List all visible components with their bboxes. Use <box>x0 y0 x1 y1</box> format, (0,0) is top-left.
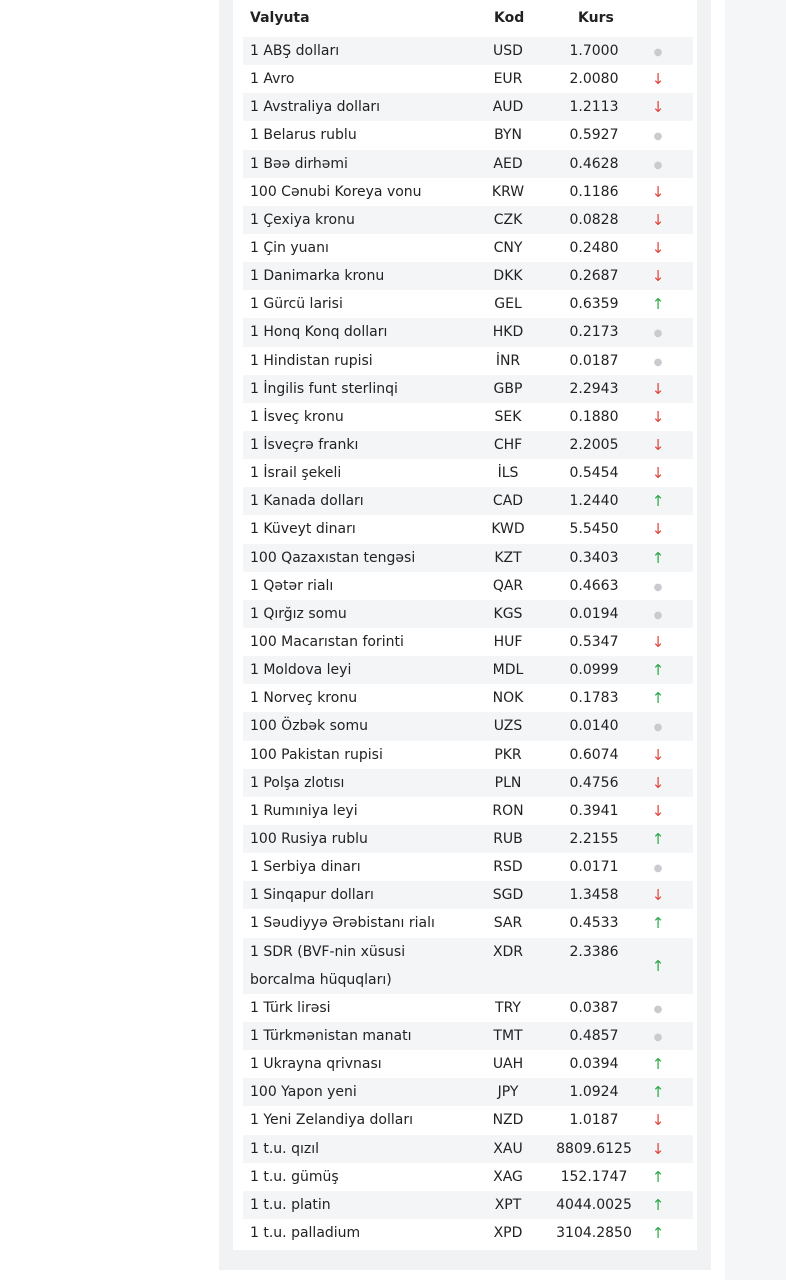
currency-code: CAD <box>492 493 524 510</box>
table-row <box>243 206 693 234</box>
currency-code: HKD <box>492 324 524 341</box>
table-row <box>243 741 693 769</box>
currency-name: 1 Sinqapur dolları <box>250 887 374 904</box>
exchange-rate: 0.2687 <box>569 268 619 285</box>
exchange-rate: 0.0828 <box>569 211 619 228</box>
exchange-rate: 2.2155 <box>569 830 619 847</box>
currency-name: 1 İngilis funt sterlinqi <box>250 380 398 397</box>
arrow-up-icon: ↑ <box>651 829 665 848</box>
table-row <box>243 600 693 628</box>
arrow-down-icon: ↓ <box>651 520 665 539</box>
dot-icon: ● <box>653 1003 663 1015</box>
currency-name: 1 Türk lirəsi <box>250 999 331 1016</box>
arrow-up-icon: ↑ <box>651 1223 665 1242</box>
exchange-rate: 0.6074 <box>569 746 619 763</box>
currency-code: İLS <box>497 465 519 482</box>
currency-code: XPT <box>494 1196 522 1213</box>
currency-name: 1 Belarus rublu <box>250 127 357 144</box>
exchange-rate: 1.7000 <box>569 43 619 59</box>
exchange-rate: 0.3403 <box>569 549 619 566</box>
dot-icon: ● <box>653 356 663 368</box>
table-row <box>243 121 693 149</box>
currency-code: RSD <box>493 859 523 876</box>
table-row <box>243 487 693 515</box>
table-row <box>243 572 693 600</box>
header-code: Kod <box>494 10 525 26</box>
exchange-rate: 152.1747 <box>560 1168 628 1185</box>
currency-code: XAG <box>493 1168 523 1185</box>
currency-name: 100 Rusiya rublu <box>250 830 368 847</box>
exchange-rate: 0.1783 <box>569 690 619 707</box>
exchange-rate: 0.5347 <box>569 633 619 650</box>
currency-code: RON <box>492 802 524 819</box>
table-row <box>243 65 693 93</box>
table-row <box>243 1022 693 1050</box>
currency-code: CNY <box>493 239 523 256</box>
exchange-rate: 0.0171 <box>569 859 619 876</box>
currency-name: 1 Serbiya dinarı <box>250 859 361 876</box>
dot-icon: ● <box>653 131 663 143</box>
table-row <box>243 628 693 656</box>
arrow-up-icon: ↑ <box>651 548 665 567</box>
exchange-rate: 0.4857 <box>569 1027 619 1044</box>
currency-name: 1 t.u. palladium <box>250 1224 361 1241</box>
dot-icon: ● <box>653 581 663 593</box>
table-row <box>243 318 693 346</box>
currency-name: 1 ABŞ dolları <box>250 43 340 59</box>
exchange-rate: 1.0187 <box>569 1112 619 1129</box>
currency-code: GBP <box>493 380 523 397</box>
exchange-rate: 0.0194 <box>569 605 619 622</box>
dot-icon: ● <box>653 1031 663 1043</box>
right-gutter <box>725 0 786 1280</box>
table-row <box>243 1163 693 1191</box>
arrow-down-icon: ↓ <box>651 267 665 286</box>
currency-name: 1 Çin yuanı <box>250 239 329 256</box>
currency-name: 1 Yeni Zelandiya dolları <box>250 1112 413 1129</box>
table-row <box>243 769 693 797</box>
currency-code: NOK <box>492 690 524 707</box>
currency-code: USD <box>493 43 523 59</box>
currency-code: SAR <box>493 915 523 932</box>
currency-code: KWD <box>491 521 525 538</box>
table-row <box>243 1050 693 1078</box>
currency-name: 1 Avstraliya dolları <box>250 99 381 116</box>
currency-name: 1 t.u. platin <box>250 1196 331 1213</box>
arrow-down-icon: ↓ <box>651 1111 665 1130</box>
currency-name: 1 t.u. gümüş <box>250 1168 339 1185</box>
currency-code: AED <box>493 155 523 172</box>
arrow-up-icon: ↑ <box>651 1083 665 1102</box>
arrow-down-icon: ↓ <box>651 745 665 764</box>
currency-name: 1 Rumıniya leyi <box>250 802 358 819</box>
exchange-rate: 8809.6125 <box>556 1140 632 1157</box>
arrow-down-icon: ↓ <box>651 1139 665 1158</box>
table-header <box>233 0 697 37</box>
exchange-rate: 2.2005 <box>569 436 619 453</box>
table-row <box>243 93 693 121</box>
currency-code: XPD <box>493 1224 523 1241</box>
arrow-up-icon: ↑ <box>651 914 665 933</box>
table-row <box>243 994 693 1022</box>
arrow-down-icon: ↓ <box>651 379 665 398</box>
table-body <box>243 37 693 1247</box>
table-row <box>243 656 693 684</box>
exchange-rate: 1.3458 <box>569 887 619 904</box>
table-row <box>243 909 693 937</box>
exchange-rate: 1.2113 <box>569 99 619 116</box>
exchange-rate: 0.0999 <box>569 662 619 679</box>
exchange-rate-table <box>233 0 697 1250</box>
exchange-rate: 0.6359 <box>569 296 619 313</box>
currency-name: 1 Hindistan rupisi <box>250 352 373 369</box>
currency-code: CZK <box>493 211 523 228</box>
currency-code: İNR <box>495 352 521 369</box>
exchange-rate: 5.5450 <box>569 521 619 538</box>
header-currency: Valyuta <box>250 10 310 26</box>
currency-name: 1 İsveçrə frankı <box>250 436 359 453</box>
currency-name: 1 Norveç kronu <box>250 690 358 707</box>
exchange-rate: 0.1186 <box>569 183 619 200</box>
exchange-rate: 1.2440 <box>569 493 619 510</box>
exchange-rate: 2.0080 <box>569 71 619 88</box>
header-rate: Kurs <box>578 10 614 26</box>
arrow-down-icon: ↓ <box>651 407 665 426</box>
arrow-down-icon: ↓ <box>651 773 665 792</box>
currency-name: 1 Honq Konq dolları <box>250 324 388 341</box>
exchange-rate: 0.5454 <box>569 465 619 482</box>
exchange-rate: 0.5927 <box>569 127 619 144</box>
table-row <box>243 375 693 403</box>
exchange-rate: 0.1880 <box>569 408 619 425</box>
arrow-down-icon: ↓ <box>651 632 665 651</box>
currency-name: 1 Türkmənistan manatı <box>250 1027 412 1044</box>
currency-name: 1 Qırğız somu <box>250 605 347 622</box>
arrow-up-icon: ↑ <box>651 1167 665 1186</box>
currency-name: 1 Küveyt dinarı <box>250 521 356 538</box>
currency-name: 1 Ukrayna qrivnası <box>250 1056 382 1073</box>
table-row <box>243 825 693 853</box>
currency-name: 100 Yapon yeni <box>250 1084 357 1101</box>
table-row <box>243 347 693 375</box>
arrow-down-icon: ↓ <box>651 210 665 229</box>
table-row <box>243 37 693 65</box>
arrow-up-icon: ↑ <box>651 956 665 975</box>
exchange-rate: 0.2480 <box>569 239 619 256</box>
exchange-rate: 0.4663 <box>569 577 619 594</box>
currency-code: EUR <box>493 71 523 88</box>
exchange-rate: 0.0394 <box>569 1056 619 1073</box>
currency-code: HUF <box>493 633 523 650</box>
currency-code: BYN <box>494 127 522 144</box>
currency-code: GEL <box>494 296 522 313</box>
currency-code: SEK <box>494 408 522 425</box>
table-row <box>243 938 693 994</box>
table-row <box>243 1135 693 1163</box>
currency-code: AUD <box>492 99 524 116</box>
currency-name: 1 İsrail şekeli <box>250 465 342 482</box>
currency-name: 1 İsveç kronu <box>250 408 344 425</box>
table-row <box>243 797 693 825</box>
exchange-rate: 0.4756 <box>569 774 619 791</box>
dot-icon: ● <box>653 609 663 621</box>
table-row <box>243 290 693 318</box>
table-row <box>243 234 693 262</box>
table-row <box>243 853 693 881</box>
exchange-rate: 2.3386 <box>569 943 619 960</box>
table-row <box>243 881 693 909</box>
exchange-rate: 0.0140 <box>569 718 619 735</box>
exchange-rate: 2.2943 <box>569 380 619 397</box>
currency-code: PLN <box>494 774 522 791</box>
dot-icon: ● <box>653 47 663 58</box>
table-row <box>243 431 693 459</box>
table-row <box>243 1191 693 1219</box>
dot-icon: ● <box>653 328 663 340</box>
arrow-up-icon: ↑ <box>651 661 665 680</box>
dot-icon: ● <box>653 863 663 875</box>
arrow-up-icon: ↑ <box>651 1195 665 1214</box>
currency-name: 100 Özbək somu <box>250 718 368 735</box>
currency-name: 1 Polşa zlotısı <box>250 774 345 791</box>
arrow-up-icon: ↑ <box>651 492 665 511</box>
arrow-down-icon: ↓ <box>651 70 665 89</box>
currency-code: KRW <box>491 183 525 200</box>
currency-name: 1 t.u. qızıl <box>250 1140 319 1157</box>
currency-name: 100 Pakistan rupisi <box>250 746 383 763</box>
currency-name: 1 Kanada dolları <box>250 493 364 510</box>
currency-code: JPY <box>497 1084 519 1101</box>
currency-code: KZT <box>494 549 522 566</box>
currency-code: PKR <box>494 746 522 763</box>
exchange-rate: 0.4628 <box>569 155 619 172</box>
arrow-down-icon: ↓ <box>651 886 665 905</box>
currency-name: 1 Avro <box>250 71 295 88</box>
arrow-down-icon: ↓ <box>651 801 665 820</box>
currency-name: 1 Bəə dirhəmi <box>250 155 348 172</box>
arrow-down-icon: ↓ <box>651 182 665 201</box>
currency-name: 1 Çexiya kronu <box>250 211 355 228</box>
currency-code: KGS <box>493 605 523 622</box>
exchange-rate: 0.3941 <box>569 802 619 819</box>
exchange-rate: 0.0387 <box>569 999 619 1016</box>
arrow-up-icon: ↑ <box>651 1055 665 1074</box>
currency-code: SGD <box>492 887 524 904</box>
table-row <box>243 403 693 431</box>
arrow-down-icon: ↓ <box>651 98 665 117</box>
currency-code: QAR <box>492 577 524 594</box>
currency-name: 100 Qazaxıstan tengəsi <box>250 549 416 566</box>
currency-code: NZD <box>492 1112 524 1129</box>
table-row <box>243 712 693 740</box>
currency-code: TMT <box>493 1027 523 1044</box>
dot-icon: ● <box>653 159 663 171</box>
table-row <box>243 459 693 487</box>
table-row <box>243 150 693 178</box>
currency-code: CHF <box>493 436 523 453</box>
currency-code: UZS <box>493 718 523 735</box>
arrow-down-icon: ↓ <box>651 435 665 454</box>
table-row <box>243 515 693 543</box>
currency-code: XAU <box>493 1140 523 1157</box>
arrow-up-icon: ↑ <box>651 689 665 708</box>
arrow-down-icon: ↓ <box>651 464 665 483</box>
table-row <box>243 1078 693 1106</box>
currency-name: 100 Macarıstan forinti <box>250 633 404 650</box>
exchange-rate: 4044.0025 <box>556 1196 632 1213</box>
currency-code: RUB <box>493 830 523 847</box>
table-row <box>243 262 693 290</box>
currency-name: 1 Qətər rialı <box>250 577 334 594</box>
currency-name: 1 Səudiyyə Ərəbistanı rialı <box>250 915 435 932</box>
table-row <box>243 544 693 572</box>
currency-name: 100 Cənubi Koreya vonu <box>250 183 422 200</box>
table-row <box>243 178 693 206</box>
currency-name: 1 Danimarka kronu <box>250 268 385 285</box>
exchange-rate: 0.0187 <box>569 352 619 369</box>
arrow-up-icon: ↑ <box>651 295 665 314</box>
exchange-rate: 0.2173 <box>569 324 619 341</box>
currency-code: XDR <box>492 943 524 960</box>
currency-code: TRY <box>495 999 521 1016</box>
arrow-down-icon: ↓ <box>651 238 665 257</box>
dot-icon: ● <box>653 722 663 734</box>
exchange-rate: 0.4533 <box>569 915 619 932</box>
currency-code: DKK <box>493 268 523 285</box>
exchange-rate: 1.0924 <box>569 1084 619 1101</box>
currency-name: 1 Gürcü larisi <box>250 296 343 313</box>
table-row <box>243 1219 693 1247</box>
table-row <box>243 684 693 712</box>
currency-code: UAH <box>492 1056 524 1073</box>
currency-name: 1 Moldova leyi <box>250 662 352 679</box>
currency-code: MDL <box>492 662 524 679</box>
table-row <box>243 1106 693 1134</box>
currency-name: 1 SDR (BVF-nin xüsusi borcalma hüquqları) <box>250 943 406 988</box>
exchange-rate: 3104.2850 <box>556 1224 632 1241</box>
